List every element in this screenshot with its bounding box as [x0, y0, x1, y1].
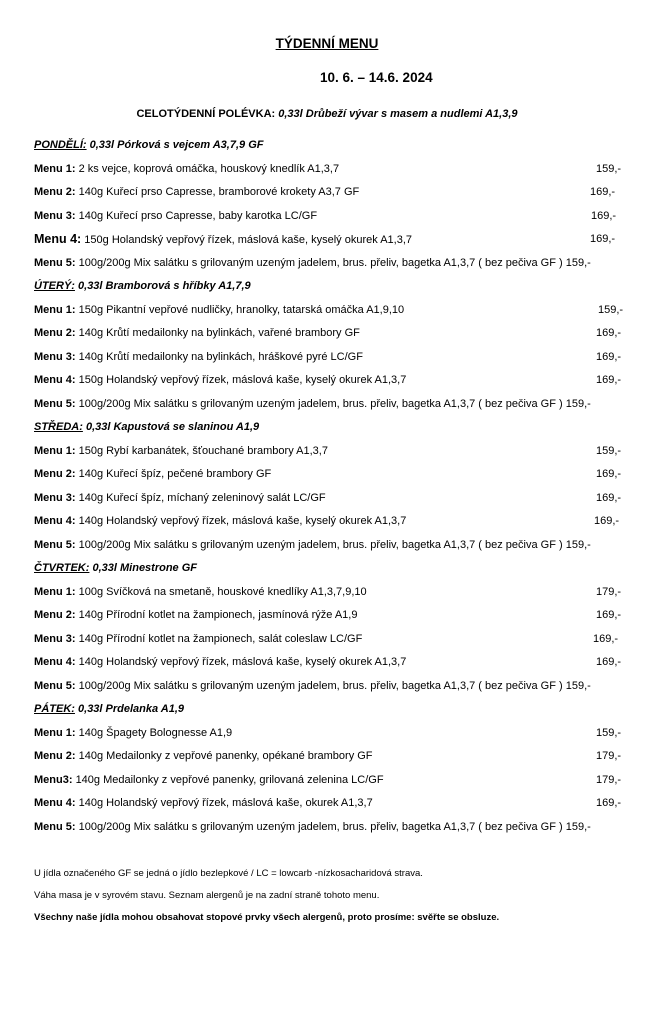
weekly-soup-label: CELOTÝDENNÍ POLÉVKA:	[136, 108, 276, 120]
menu-label: Menu 2:	[34, 609, 76, 621]
menu-label: Menu 3:	[34, 350, 76, 363]
menu-label: Menu3:	[34, 773, 73, 786]
menu-price: 169,-	[596, 350, 622, 363]
menu-description: 100g/200g Mix salátku s grilovaným uzeným jadelem, brus. přeliv, bagetka A1,3,7 ( bez pečiva GF )	[78, 256, 563, 269]
menu-label: Menu 3:	[34, 491, 76, 504]
menu-row	[34, 583, 634, 607]
page-title: TÝDENNÍ MENU	[275, 36, 379, 51]
menu-row	[34, 254, 634, 278]
menu-description: 140g Kuřecí špíz, pečené brambory GF	[78, 468, 272, 480]
menu-row	[34, 160, 634, 184]
menu-label: Menu 1:	[34, 162, 76, 175]
menu-description: 140g Krůtí medailonky na bylinkách, hráškové pyré LC/GF	[78, 350, 363, 363]
weekly-soup-text: 0,33l Drůbeží vývar s masem a nudlemi A1,3,9	[278, 108, 518, 120]
menu-price: 159,-	[565, 538, 591, 551]
note-weight-allergens: Váha masa je v syrovém stavu. Seznam alergenů je na zadní straně tohoto menu.	[34, 890, 380, 901]
menu-label: Menu 2:	[34, 327, 76, 339]
menu-description: 100g Svíčková na smetaně, houskové knedlíky A1,3,7,9,10	[78, 585, 367, 598]
menu-price: 159,-	[565, 256, 591, 269]
day-name: PONDĚLÍ:	[34, 139, 87, 151]
note-gf-lc: U jídla označeného GF se jedná o jídlo bezlepkové / LC = lowcarb -nízkosacharidová strava.	[34, 868, 423, 879]
daily-menu-list	[34, 136, 634, 841]
menu-label: Menu 5:	[34, 820, 76, 833]
menu-row	[34, 606, 634, 630]
day-heading	[34, 277, 634, 301]
menu-description: 140g Přírodní kotlet na žampionech, salát coleslaw LC/GF	[78, 632, 363, 645]
menu-row	[34, 794, 634, 818]
menu-description: 140g Holandský vepřový řízek, máslová kaše, kyselý okurek A1,3,7	[78, 515, 407, 527]
menu-row	[34, 371, 634, 395]
menu-row	[34, 724, 634, 748]
menu-row	[34, 489, 634, 513]
menu-row	[34, 536, 634, 560]
menu-description: 140g Medailonky z vepřové panenky, opékané brambory GF	[78, 750, 373, 762]
menu-price: 179,-	[596, 750, 622, 762]
day-name: STŘEDA:	[34, 421, 83, 433]
day-soup: 0,33l Prdelanka A1,9	[78, 703, 185, 715]
weekly-soup	[0, 108, 654, 120]
menu-price: 159,-	[598, 303, 624, 316]
menu-row	[34, 630, 634, 654]
menu-row	[34, 207, 634, 231]
footnotes	[34, 866, 499, 932]
menu-description: 140g Krůtí medailonky na bylinkách, vařené brambory GF	[78, 327, 360, 339]
menu-label: Menu 2:	[34, 468, 76, 480]
menu-price: 169,-	[596, 491, 622, 504]
menu-label: Menu 4:	[34, 515, 76, 527]
menu-description: 150g Holandský vepřový řízek, máslová kaše, kyselý okurek A1,3,7	[84, 234, 413, 246]
menu-price: 169,-	[590, 186, 616, 198]
note-trace-allergens: Všechny naše jídla mohou obsahovat stopové prvky všech alergenů, proto prosíme: svěřte se obsluze.	[34, 912, 500, 923]
menu-description: 2 ks vejce, koprová omáčka, houskový knedlík A1,3,7	[78, 162, 340, 175]
day-heading	[34, 700, 634, 724]
menu-row	[34, 465, 634, 489]
menu-price: 159,-	[596, 444, 622, 457]
menu-label: Menu 3:	[34, 209, 76, 222]
menu-description: 140g Holandský vepřový řízek, máslová kaše, okurek A1,3,7	[78, 797, 373, 809]
menu-row	[34, 395, 634, 419]
menu-price: 169,-	[596, 374, 622, 386]
menu-price: 169,-	[593, 632, 619, 645]
day-soup: 0,33l Kapustová se slaninou A1,9	[85, 421, 260, 433]
menu-row	[34, 183, 634, 207]
menu-price: 169,-	[596, 327, 622, 339]
menu-price: 159,-	[565, 397, 591, 410]
menu-description: 140g Špagety Bolognesse A1,9	[78, 726, 233, 739]
menu-price: 169,-	[596, 609, 622, 621]
menu-price: 159,-	[596, 162, 622, 175]
menu-label: Menu 4:	[34, 797, 76, 809]
menu-description: 140g Medailonky z vepřové panenky, grilovaná zelenina LC/GF	[75, 773, 384, 786]
day-heading	[34, 136, 634, 160]
menu-label: Menu 5:	[34, 256, 76, 269]
day-soup: 0,33l Bramborová s hříbky A1,7,9	[78, 280, 251, 292]
menu-price: 169,-	[591, 209, 617, 222]
menu-label: Menu 4:	[34, 232, 82, 246]
menu-label: Menu 2:	[34, 186, 76, 198]
menu-row	[34, 442, 634, 466]
menu-description: 100g/200g Mix salátku s grilovaným uzeným jadelem, brus. přeliv, bagetka A1,3,7 ( bez pečiva GF )	[78, 538, 563, 551]
day-name: ÚTERÝ:	[34, 280, 75, 292]
menu-description: 100g/200g Mix salátku s grilovaným uzeným jadelem, brus. přeliv, bagetka A1,3,7 ( bez pečiva GF )	[78, 820, 563, 833]
menu-row	[34, 324, 634, 348]
menu-row	[34, 771, 634, 795]
menu-price: 179,-	[596, 585, 622, 598]
menu-row	[34, 512, 634, 536]
menu-description: 100g/200g Mix salátku s grilovaným uzeným jadelem, brus. přeliv, bagetka A1,3,7 ( bez pečiva GF )	[78, 397, 563, 410]
menu-label: Menu 5:	[34, 397, 76, 410]
menu-price: 169,-	[596, 797, 622, 809]
menu-label: Menu 3:	[34, 632, 76, 645]
menu-row	[34, 348, 634, 372]
day-heading	[34, 418, 634, 442]
menu-label: Menu 4:	[34, 374, 76, 386]
menu-description: 140g Přírodní kotlet na žampionech, jasmínová rýže A1,9	[78, 609, 358, 621]
menu-label: Menu 5:	[34, 538, 76, 551]
menu-label: Menu 4:	[34, 656, 76, 668]
menu-row	[34, 677, 634, 701]
menu-row	[34, 230, 634, 254]
menu-label: Menu 1:	[34, 444, 76, 457]
menu-row	[34, 653, 634, 677]
menu-description: 140g Kuřecí prso Capresse, baby karotka LC/GF	[78, 209, 318, 222]
menu-price: 169,-	[594, 515, 620, 527]
menu-description: 140g Kuřecí špíz, míchaný zeleninový salát LC/GF	[78, 491, 326, 504]
menu-label: Menu 5:	[34, 679, 76, 692]
menu-price: 159,-	[565, 679, 591, 692]
menu-row	[34, 818, 634, 842]
day-soup: 0,33l Minestrone GF	[92, 562, 198, 574]
menu-label: Menu 2:	[34, 750, 76, 762]
menu-row	[34, 747, 634, 771]
menu-price: 169,-	[596, 468, 622, 480]
date-range: 10. 6. – 14.6. 2024	[320, 70, 433, 85]
menu-description: 150g Rybí karbanátek, šťouchané brambory A1,3,7	[78, 444, 328, 457]
day-name: PÁTEK:	[34, 703, 75, 715]
menu-label: Menu 1:	[34, 303, 76, 316]
menu-description: 140g Kuřecí prso Capresse, bramborové krokety A3,7 GF	[78, 186, 360, 198]
menu-label: Menu 1:	[34, 726, 76, 739]
menu-price: 169,-	[590, 233, 616, 245]
menu-price: 179,-	[596, 773, 622, 786]
menu-description: 150g Pikantní vepřové nudličky, hranolky, tatarská omáčka A1,9,10	[78, 303, 405, 316]
menu-price: 159,-	[596, 726, 622, 739]
menu-price: 159,-	[565, 820, 591, 833]
menu-price: 169,-	[596, 656, 622, 668]
menu-row	[34, 301, 634, 325]
menu-description: 140g Holandský vepřový řízek, máslová kaše, kyselý okurek A1,3,7	[78, 656, 407, 668]
menu-description: 100g/200g Mix salátku s grilovaným uzeným jadelem, brus. přeliv, bagetka A1,3,7 ( bez pečiva GF )	[78, 679, 563, 692]
day-soup: 0,33l Pórková s vejcem A3,7,9 GF	[89, 139, 264, 151]
day-name: ČTVRTEK:	[34, 562, 90, 574]
menu-label: Menu 1:	[34, 585, 76, 598]
menu-description: 150g Holandský vepřový řízek, máslová kaše, kyselý okurek A1,3,7	[78, 374, 407, 386]
day-heading	[34, 559, 634, 583]
